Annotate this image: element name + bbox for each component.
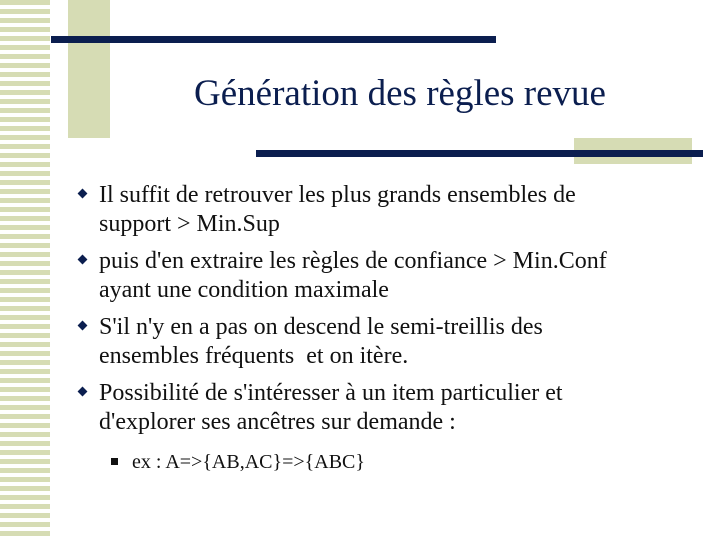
- bullet-text-line: d'explorer ses ancêtres sur demande :: [99, 409, 456, 435]
- diamond-bullet-icon: [78, 321, 88, 331]
- decorative-title-rule-top: [51, 36, 496, 43]
- decorative-title-rule-bottom: [256, 150, 703, 157]
- bullet-text-line: S'il n'y en a pas on descend le semi-treillis des: [99, 314, 543, 340]
- bullet-item: [74, 313, 704, 371]
- bullet-item: [74, 181, 704, 239]
- bullet-text-line: Possibilité de s'intéresser à un item particulier et: [99, 380, 563, 406]
- sub-bullet-item: [74, 449, 704, 475]
- bullet-text-line: support > Min.Sup: [99, 211, 280, 237]
- diamond-bullet-icon: [78, 387, 88, 397]
- slide-title: Génération des règles revue: [194, 73, 606, 114]
- diamond-bullet-icon: [78, 255, 88, 265]
- bullet-item: [74, 379, 704, 437]
- bullet-item: [74, 247, 704, 305]
- bullet-text-line: puis d'en extraire les règles de confiance > Min.Conf: [99, 248, 607, 274]
- sub-bullet-text: ex : A=>{AB,AC}=>{ABC}: [132, 451, 365, 473]
- bullet-text-line: ayant une condition maximale: [99, 277, 389, 303]
- bullet-text-line: Il suffit de retrouver les plus grands ensembles de: [99, 182, 576, 208]
- decorative-stripe-bar: [0, 0, 50, 540]
- square-bullet-icon: [111, 458, 118, 465]
- bullet-text-line: ensembles fréquents et on itère.: [99, 343, 409, 369]
- decorative-olive-block-left: [68, 0, 110, 138]
- diamond-bullet-icon: [78, 189, 88, 199]
- slide-body: [74, 181, 704, 475]
